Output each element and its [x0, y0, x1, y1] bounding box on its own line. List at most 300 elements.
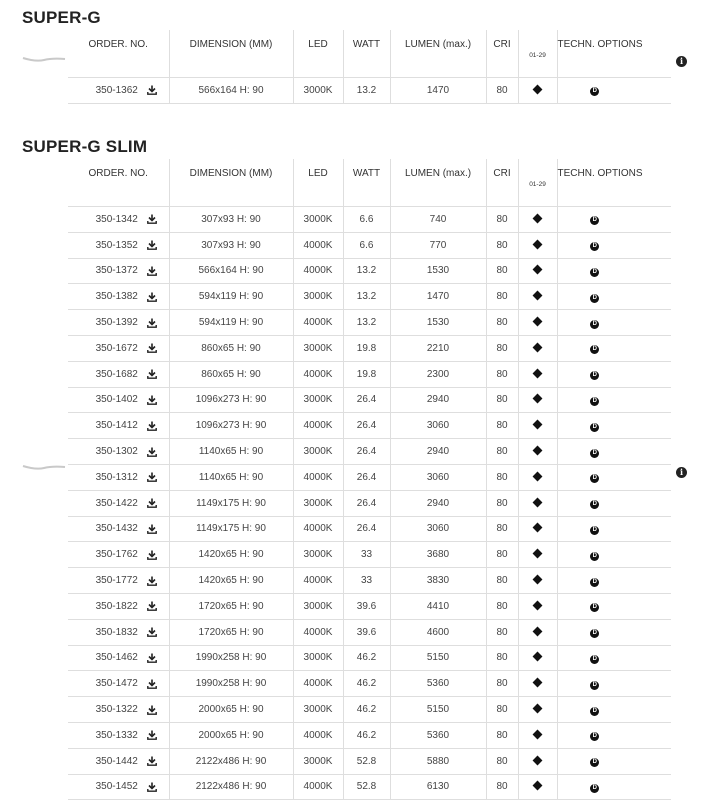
order-no: 350-1312: [95, 471, 138, 483]
order-no: 350-1332: [95, 729, 138, 741]
option-badge-icon[interactable]: D: [590, 732, 599, 741]
lumen-cell: 4410: [390, 593, 486, 619]
ip-code-cell: [518, 774, 557, 800]
ip-code-cell: [518, 78, 557, 104]
cri-cell: 80: [486, 464, 518, 490]
led-cell: 4000K: [293, 413, 343, 439]
order-no-cell: [68, 361, 169, 387]
table-row: [68, 722, 671, 748]
download-icon[interactable]: [147, 576, 157, 586]
order-no: 350-1462: [95, 652, 138, 664]
dimension-cell: 1990x258 H: 90: [169, 671, 293, 697]
download-icon[interactable]: [147, 85, 157, 95]
dimension-cell: 1096x273 H: 90: [169, 413, 293, 439]
lumen-cell: 5360: [390, 671, 486, 697]
ip-code-cell: [518, 748, 557, 774]
ip-code-cell: [518, 516, 557, 542]
lumen-cell: 4600: [390, 619, 486, 645]
table-row: [68, 310, 671, 336]
techn-options-cell: [557, 671, 632, 697]
ip-code-cell: [518, 335, 557, 361]
lumen-cell: 1470: [390, 284, 486, 310]
lumen-cell: 2210: [390, 335, 486, 361]
section-title: SUPER-G SLIM: [22, 137, 148, 156]
led-cell: 3000K: [293, 697, 343, 723]
order-no: 350-1832: [95, 626, 138, 638]
order-no: 350-1392: [95, 317, 138, 329]
watt-cell: 26.4: [343, 490, 390, 516]
order-no-cell: [68, 697, 169, 723]
order-no-cell: [68, 284, 169, 310]
download-icon[interactable]: [147, 498, 157, 508]
order-no-cell: [68, 722, 169, 748]
download-icon[interactable]: [147, 705, 157, 715]
table-row: [68, 258, 671, 284]
order-no-cell: [68, 542, 169, 568]
techn-options-cell: [557, 207, 632, 233]
order-no-cell: [68, 516, 169, 542]
diamond-icon: [533, 652, 543, 662]
techn-options-cell: [557, 387, 632, 413]
option-badge-icon[interactable]: D: [590, 320, 599, 329]
spacer-cell: [632, 697, 671, 723]
led-cell: 3000K: [293, 542, 343, 568]
section-super-g: [0, 0, 716, 100]
lumen-cell: 2300: [390, 361, 486, 387]
table-row: [68, 619, 671, 645]
ip-code-cell: [518, 207, 557, 233]
techn-options-cell: [557, 464, 632, 490]
col-lumen: LUMEN (max.): [390, 30, 486, 78]
watt-cell: 26.4: [343, 387, 390, 413]
led-cell: 4000K: [293, 361, 343, 387]
diamond-icon: [533, 575, 543, 585]
techn-options-cell: [557, 722, 632, 748]
col-lumen: LUMEN (max.): [390, 159, 486, 207]
diamond-icon: [533, 471, 543, 481]
spacer-cell: [632, 207, 671, 233]
techn-options-cell: [557, 413, 632, 439]
order-no-cell: [68, 232, 169, 258]
dimension-cell: 1420x65 H: 90: [169, 542, 293, 568]
download-icon[interactable]: [147, 292, 157, 302]
diamond-icon: [533, 626, 543, 636]
techn-options-cell: [557, 645, 632, 671]
col-dimension: DIMENSION (MM): [169, 30, 293, 78]
cri-cell: 80: [486, 413, 518, 439]
dimension-cell: 1720x65 H: 90: [169, 593, 293, 619]
cri-cell: 80: [486, 645, 518, 671]
diamond-icon: [533, 394, 543, 404]
order-no-cell: [68, 645, 169, 671]
watt-cell: 46.2: [343, 671, 390, 697]
order-no: 350-1342: [95, 213, 138, 225]
watt-cell: 13.2: [343, 258, 390, 284]
option-badge-icon[interactable]: D: [590, 345, 599, 354]
dimension-cell: 2122x486 H: 90: [169, 748, 293, 774]
option-badge-icon[interactable]: D: [590, 268, 599, 277]
ip-code-cell: [518, 645, 557, 671]
table-row: [68, 78, 671, 104]
led-cell: 4000K: [293, 671, 343, 697]
download-icon[interactable]: [147, 343, 157, 353]
led-cell: 4000K: [293, 619, 343, 645]
diamond-icon: [533, 317, 543, 327]
dimension-cell: 1096x273 H: 90: [169, 387, 293, 413]
diamond-icon: [533, 265, 543, 275]
lumen-cell: 2940: [390, 387, 486, 413]
spacer-cell: [632, 284, 671, 310]
ip-code-cell: [518, 671, 557, 697]
download-icon[interactable]: [147, 550, 157, 560]
section-title: SUPER-G: [22, 8, 101, 27]
led-cell: 4000K: [293, 310, 343, 336]
led-cell: 3000K: [293, 439, 343, 465]
led-cell: 3000K: [293, 284, 343, 310]
order-no-cell: [68, 310, 169, 336]
order-no: 350-1432: [95, 523, 138, 535]
watt-cell: 13.2: [343, 310, 390, 336]
cri-cell: 80: [486, 516, 518, 542]
led-cell: 3000K: [293, 593, 343, 619]
techn-options-cell: [557, 568, 632, 594]
spec-table: [68, 30, 671, 104]
col-dimension: DIMENSION (MM): [169, 159, 293, 207]
dimension-cell: 594x119 H: 90: [169, 284, 293, 310]
techn-options-cell: [557, 697, 632, 723]
option-badge-icon[interactable]: D: [590, 216, 599, 225]
download-icon[interactable]: [147, 472, 157, 482]
led-cell: 3000K: [293, 645, 343, 671]
spacer-cell: [632, 78, 671, 104]
watt-cell: 19.8: [343, 361, 390, 387]
order-no-cell: [68, 490, 169, 516]
techn-options-cell: [557, 748, 632, 774]
watt-cell: 52.8: [343, 748, 390, 774]
table-row: [68, 748, 671, 774]
led-cell: 4000K: [293, 232, 343, 258]
dimension-cell: 1149x175 H: 90: [169, 490, 293, 516]
watt-cell: 46.2: [343, 697, 390, 723]
option-badge-icon[interactable]: D: [590, 629, 599, 638]
table-row: [68, 335, 671, 361]
col-ip-code: [518, 30, 557, 78]
table-row: [68, 542, 671, 568]
table-row: [68, 361, 671, 387]
lumen-cell: 1530: [390, 258, 486, 284]
order-no: 350-1672: [95, 342, 138, 354]
option-badge-icon[interactable]: D: [590, 784, 599, 793]
ip-code-cell: [518, 722, 557, 748]
order-no-cell: [68, 413, 169, 439]
diamond-icon: [533, 755, 543, 765]
ip-code-label: 01-29: [529, 181, 546, 188]
spacer-cell: [632, 310, 671, 336]
cri-cell: 80: [486, 697, 518, 723]
cri-cell: 80: [486, 619, 518, 645]
led-cell: 3000K: [293, 387, 343, 413]
lumen-cell: 3060: [390, 413, 486, 439]
ip-code-cell: [518, 697, 557, 723]
order-no-cell: [68, 593, 169, 619]
section-super-g-slim: [0, 128, 716, 800]
ip-code-cell: [518, 542, 557, 568]
led-cell: 3000K: [293, 78, 343, 104]
ip-code-cell: [518, 464, 557, 490]
option-badge-icon[interactable]: D: [590, 578, 599, 587]
techn-options-cell: [557, 439, 632, 465]
option-badge-icon[interactable]: D: [590, 397, 599, 406]
option-badge-icon[interactable]: D: [590, 500, 599, 509]
download-icon[interactable]: [147, 601, 157, 611]
diamond-icon: [533, 523, 543, 533]
col-watt: WATT: [343, 30, 390, 78]
header-row: [68, 159, 671, 207]
option-badge-icon[interactable]: D: [590, 294, 599, 303]
dimension-cell: 1140x65 H: 90: [169, 439, 293, 465]
diamond-icon: [533, 549, 543, 559]
ip-code-cell: [518, 439, 557, 465]
product-thumbnail: [22, 462, 66, 472]
spacer-cell: [632, 722, 671, 748]
diamond-icon: [533, 600, 543, 610]
techn-options-cell: [557, 361, 632, 387]
dimension-cell: 860x65 H: 90: [169, 335, 293, 361]
col-order-no: ORDER. NO.: [68, 159, 169, 207]
table-body: [68, 207, 671, 800]
led-cell: 4000K: [293, 722, 343, 748]
table-row: [68, 645, 671, 671]
option-badge-icon[interactable]: D: [590, 474, 599, 483]
download-icon[interactable]: [147, 627, 157, 637]
table-row: [68, 490, 671, 516]
techn-options-cell: [557, 490, 632, 516]
ip-code-cell: [518, 490, 557, 516]
order-no-cell: [68, 258, 169, 284]
order-no-cell: [68, 207, 169, 233]
cri-cell: 80: [486, 722, 518, 748]
col-techn-options: TECHN. OPTIONS: [557, 30, 632, 78]
diamond-icon: [533, 446, 543, 456]
ip-code-cell: [518, 284, 557, 310]
watt-cell: 6.6: [343, 207, 390, 233]
cri-cell: 80: [486, 387, 518, 413]
lumen-cell: 3060: [390, 516, 486, 542]
dimension-cell: 1149x175 H: 90: [169, 516, 293, 542]
download-icon[interactable]: [147, 730, 157, 740]
lumen-cell: 2940: [390, 439, 486, 465]
spacer-cell: [632, 645, 671, 671]
spacer-cell: [632, 387, 671, 413]
download-icon[interactable]: [147, 756, 157, 766]
watt-cell: 13.2: [343, 284, 390, 310]
watt-cell: 19.8: [343, 335, 390, 361]
download-icon[interactable]: [147, 447, 157, 457]
dimension-cell: 1140x65 H: 90: [169, 464, 293, 490]
spacer-cell: [632, 568, 671, 594]
info-icon[interactable]: i: [676, 467, 687, 478]
col-led: LED: [293, 30, 343, 78]
table-row: [68, 413, 671, 439]
lumen-cell: 3060: [390, 464, 486, 490]
info-icon[interactable]: i: [676, 56, 687, 67]
spacer-cell: [632, 619, 671, 645]
cri-cell: 80: [486, 490, 518, 516]
lumen-cell: 3830: [390, 568, 486, 594]
ip-code-cell: [518, 258, 557, 284]
order-no: 350-1402: [95, 394, 138, 406]
option-badge-icon[interactable]: D: [590, 603, 599, 612]
diamond-icon: [533, 342, 543, 352]
product-thumbnail: [22, 54, 66, 64]
watt-cell: 13.2: [343, 78, 390, 104]
order-no: 350-1412: [95, 420, 138, 432]
table-row: [68, 593, 671, 619]
ip-code-cell: [518, 619, 557, 645]
diamond-icon: [533, 291, 543, 301]
download-icon[interactable]: [147, 782, 157, 792]
diamond-icon: [533, 497, 543, 507]
spacer-cell: [632, 258, 671, 284]
spacer-cell: [632, 748, 671, 774]
dimension-cell: 2122x486 H: 90: [169, 774, 293, 800]
led-cell: 3000K: [293, 335, 343, 361]
col-techn-options: TECHN. OPTIONS: [557, 159, 632, 207]
col-led: LED: [293, 159, 343, 207]
ip-code-label: 01-29: [529, 52, 546, 59]
dimension-cell: 2000x65 H: 90: [169, 722, 293, 748]
order-no: 350-1682: [95, 368, 138, 380]
techn-options-cell: [557, 258, 632, 284]
watt-cell: 26.4: [343, 439, 390, 465]
ip-code-cell: [518, 387, 557, 413]
download-icon[interactable]: [147, 240, 157, 250]
cri-cell: 80: [486, 258, 518, 284]
table-row: [68, 464, 671, 490]
option-badge-icon[interactable]: D: [590, 423, 599, 432]
option-badge-icon[interactable]: D: [590, 242, 599, 251]
option-badge-icon[interactable]: D: [590, 526, 599, 535]
col-spacer: [632, 30, 671, 78]
techn-options-cell: [557, 78, 632, 104]
col-spacer: [632, 159, 671, 207]
order-no-cell: [68, 78, 169, 104]
option-badge-icon[interactable]: D: [590, 707, 599, 716]
option-badge-icon[interactable]: D: [590, 449, 599, 458]
watt-cell: 6.6: [343, 232, 390, 258]
techn-options-cell: [557, 232, 632, 258]
order-no-cell: [68, 387, 169, 413]
order-no: 350-1302: [95, 446, 138, 458]
spacer-cell: [632, 232, 671, 258]
cri-cell: 80: [486, 748, 518, 774]
diamond-icon: [533, 729, 543, 739]
lumen-cell: 5880: [390, 748, 486, 774]
order-no: 350-1772: [95, 575, 138, 587]
download-icon[interactable]: [147, 395, 157, 405]
led-cell: 3000K: [293, 748, 343, 774]
col-cri: CRI: [486, 30, 518, 78]
techn-options-cell: [557, 774, 632, 800]
led-cell: 4000K: [293, 516, 343, 542]
option-badge-icon[interactable]: D: [590, 552, 599, 561]
diamond-icon: [533, 84, 543, 94]
col-ip-code: [518, 159, 557, 207]
cri-cell: 80: [486, 361, 518, 387]
diamond-icon: [533, 704, 543, 714]
option-badge-icon[interactable]: D: [590, 655, 599, 664]
order-no: 350-1472: [95, 678, 138, 690]
led-cell: 3000K: [293, 207, 343, 233]
cri-cell: 80: [486, 593, 518, 619]
download-icon[interactable]: [147, 266, 157, 276]
cri-cell: 80: [486, 542, 518, 568]
spacer-cell: [632, 490, 671, 516]
option-badge-icon[interactable]: D: [590, 758, 599, 767]
order-no: 350-1762: [95, 549, 138, 561]
option-badge-icon[interactable]: D: [590, 87, 599, 96]
download-icon[interactable]: [147, 369, 157, 379]
option-badge-icon[interactable]: D: [590, 681, 599, 690]
ip-code-cell: [518, 413, 557, 439]
cri-cell: 80: [486, 284, 518, 310]
lumen-cell: 2940: [390, 490, 486, 516]
order-no-cell: [68, 671, 169, 697]
techn-options-cell: [557, 310, 632, 336]
download-icon[interactable]: [147, 421, 157, 431]
order-no-cell: [68, 439, 169, 465]
spacer-cell: [632, 335, 671, 361]
diamond-icon: [533, 781, 543, 791]
techn-options-cell: [557, 335, 632, 361]
download-icon[interactable]: [147, 524, 157, 534]
download-icon[interactable]: [147, 214, 157, 224]
led-cell: 4000K: [293, 568, 343, 594]
led-cell: 4000K: [293, 774, 343, 800]
diamond-icon: [533, 239, 543, 249]
spacer-cell: [632, 361, 671, 387]
download-icon[interactable]: [147, 653, 157, 663]
spacer-cell: [632, 516, 671, 542]
diamond-icon: [533, 420, 543, 430]
watt-cell: 39.6: [343, 593, 390, 619]
option-badge-icon[interactable]: D: [590, 371, 599, 380]
col-watt: WATT: [343, 159, 390, 207]
order-no-cell: [68, 568, 169, 594]
download-icon[interactable]: [147, 318, 157, 328]
order-no-cell: [68, 619, 169, 645]
spacer-cell: [632, 413, 671, 439]
dimension-cell: 566x164 H: 90: [169, 258, 293, 284]
techn-options-cell: [557, 593, 632, 619]
cri-cell: 80: [486, 207, 518, 233]
watt-cell: 26.4: [343, 464, 390, 490]
spacer-cell: [632, 439, 671, 465]
table-row: [68, 568, 671, 594]
order-no: 350-1322: [95, 704, 138, 716]
lumen-cell: 5360: [390, 722, 486, 748]
order-no: 350-1382: [95, 291, 138, 303]
watt-cell: 39.6: [343, 619, 390, 645]
techn-options-cell: [557, 619, 632, 645]
dimension-cell: 2000x65 H: 90: [169, 697, 293, 723]
spacer-cell: [632, 542, 671, 568]
table-row: [68, 671, 671, 697]
techn-options-cell: [557, 542, 632, 568]
download-icon[interactable]: [147, 679, 157, 689]
dimension-cell: 307x93 H: 90: [169, 232, 293, 258]
ip-code-cell: [518, 568, 557, 594]
